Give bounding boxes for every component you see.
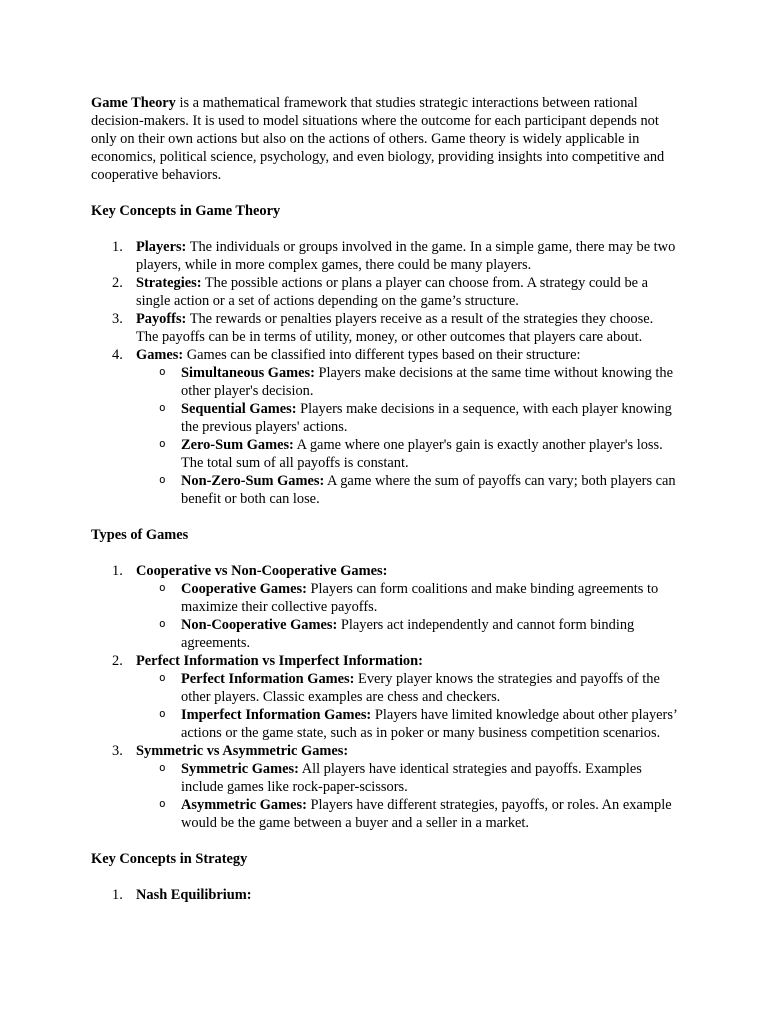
subitem-text: Players make decisions in a sequence, with each player knowing the previous players' actions. [181, 401, 672, 435]
item-term: Symmetric vs Asymmetric Games: [136, 743, 349, 759]
subitem-term: Imperfect Information Games: [181, 707, 372, 723]
sublist-item [181, 796, 678, 832]
subitem-text: Players can form coalitions and make binding agreements to maximize their collective payoffs. [181, 581, 659, 615]
item-term: Nash Equilibrium: [136, 887, 252, 903]
list-item [136, 274, 678, 310]
subitem-term: Sequential Games: [181, 401, 297, 417]
sublist-item [181, 616, 678, 652]
item-text: Games can be classified into different types based on their structure: [183, 347, 581, 363]
list-item [136, 346, 678, 508]
intro-term: Game Theory [91, 95, 176, 111]
subitem-term: Asymmetric Games: [181, 797, 307, 813]
list-item [136, 652, 678, 742]
sublist [136, 364, 678, 508]
key-concepts-list [91, 238, 678, 508]
subitem-term: Cooperative Games: [181, 581, 307, 597]
item-term: Strategies: [136, 275, 202, 291]
subitem-text: All players have identical strategies and payoffs. Examples include games like rock-paper-scissors. [181, 761, 642, 795]
item-text: The rewards or penalties players receive as a result of the strategies they choose. The payoffs can be in terms of utility, money, or other outcomes that players care about. [136, 311, 654, 345]
list-item [136, 310, 678, 346]
strategy-list [91, 886, 678, 904]
subitem-text: Players make decisions at the same time without knowing the other player's decision. [181, 365, 674, 399]
sublist [136, 760, 678, 832]
sublist-item [181, 760, 678, 796]
subitem-term: Non-Cooperative Games: [181, 617, 338, 633]
subitem-term: Symmetric Games: [181, 761, 299, 777]
subitem-text: Every player knows the strategies and payoffs of the other players. Classic examples are chess and checkers. [181, 671, 660, 705]
subitem-term: Non-Zero-Sum Games: [181, 473, 325, 489]
subitem-text: A game where the sum of payoffs can vary; both players can benefit or both can lose. [181, 473, 676, 507]
sublist [136, 580, 678, 652]
sublist-item [181, 400, 678, 436]
list-item [136, 562, 678, 652]
list-item [136, 238, 678, 274]
sublist-item [181, 670, 678, 706]
sublist [136, 670, 678, 742]
item-term: Payoffs: [136, 311, 187, 327]
list-item [136, 886, 678, 904]
heading-key-concepts-strategy: Key Concepts in Strategy [91, 851, 248, 867]
sublist-item [181, 364, 678, 400]
subitem-term: Zero-Sum Games: [181, 437, 294, 453]
item-term: Games: [136, 347, 184, 363]
item-term: Players: [136, 239, 187, 255]
intro-paragraph [91, 94, 678, 184]
subitem-text: A game where one player's gain is exactly another player's loss. The total sum of all payoffs is constant. [181, 437, 663, 471]
sublist-item [181, 706, 678, 742]
sublist-item [181, 580, 678, 616]
item-term: Perfect Information vs Imperfect Information: [136, 653, 423, 669]
subitem-text: Players have limited knowledge about other players’ actions or the game state, such as in poker or many business competition scenarios. [181, 707, 677, 741]
intro-text: is a mathematical framework that studies strategic interactions between rational decision-makers. It is used to model situations where the outcome for each participant depends not only on their own actions but also on the actions of others. Game theory is widely applicable in economics, political science, psychology, and even biology, providing insights into competitive and cooperative behaviors. [91, 95, 665, 183]
subitem-term: Perfect Information Games: [181, 671, 355, 687]
item-term: Cooperative vs Non-Cooperative Games: [136, 563, 388, 579]
subitem-text: Players act independently and cannot form binding agreements. [181, 617, 635, 651]
heading-key-concepts: Key Concepts in Game Theory [91, 203, 281, 219]
heading-types-of-games: Types of Games [91, 527, 189, 543]
subitem-text: Players have different strategies, payoffs, or roles. An example would be the game between a buyer and a seller in a market. [181, 797, 672, 831]
item-text: The possible actions or plans a player can choose from. A strategy could be a single action or a set of actions depending on the game’s structure. [136, 275, 649, 309]
item-text: The individuals or groups involved in the game. In a simple game, there may be two players, while in more complex games, there could be many players. [136, 239, 676, 273]
list-item [136, 742, 678, 832]
types-list [91, 562, 678, 832]
sublist-item [181, 472, 678, 508]
sublist-item [181, 436, 678, 472]
subitem-term: Simultaneous Games: [181, 365, 315, 381]
